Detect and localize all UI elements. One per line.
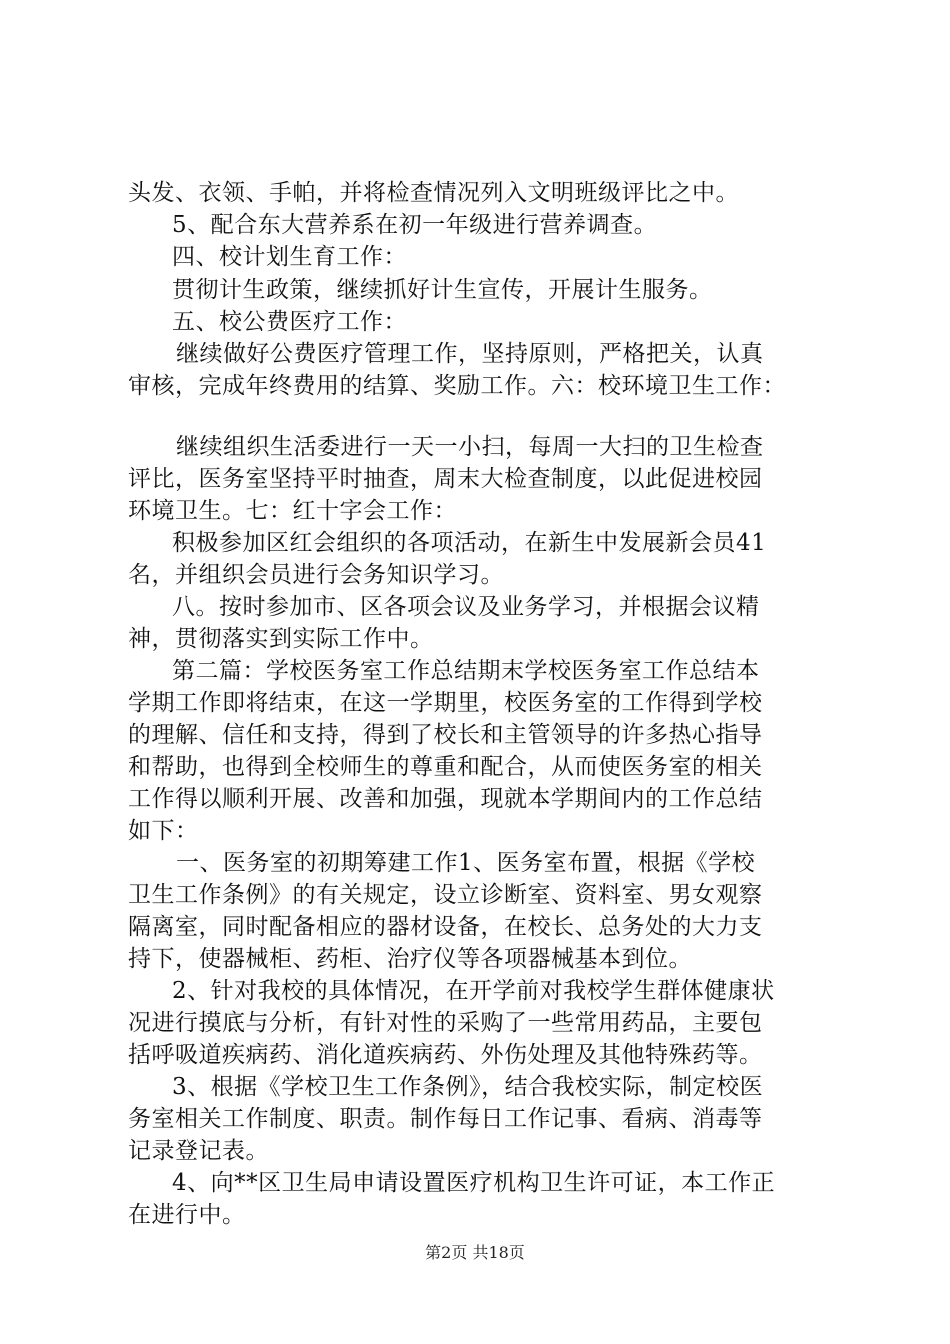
text-line: 况进行摸底与分析，有针对性的采购了一些常用药品，主要包 <box>128 1010 763 1036</box>
text-line: 记录登记表。 <box>128 1138 269 1164</box>
text-line: 头发、衣领、手帕，并将检查情况列入文明班级评比之中。 <box>128 180 739 206</box>
text-line: 环境卫生。七：红十字会工作： <box>128 498 457 524</box>
text-line: 一、医务室的初期筹建工作1、医务室布置，根据《学校 <box>176 850 756 876</box>
text-line: 括呼吸道疾病药、消化道疾病药、外伤处理及其他特殊药等。 <box>128 1042 763 1068</box>
text-line: 持下，使器械柜、药柜、治疗仪等各项器械基本到位。 <box>128 946 692 972</box>
text-line: 工作得以顺利开展、改善和加强，现就本学期间内的工作总结 <box>128 786 763 812</box>
text-line: 2、针对我校的具体情况，在开学前对我校学生群体健康状 <box>172 978 775 1004</box>
text-line: 的理解、信任和支持，得到了校长和主管领导的许多热心指导 <box>128 722 763 748</box>
text-line: 在进行中。 <box>128 1202 246 1228</box>
text-line: 贯彻计生政策，继续抓好计生宣传，开展计生服务。 <box>172 277 713 303</box>
text-line: 隔离室，同时配备相应的器材设备，在校长、总务处的大力支 <box>128 914 763 940</box>
text-line: 3、根据《学校卫生工作条例》，结合我校实际，制定校医 <box>172 1074 764 1100</box>
text-line: 务室相关工作制度、职责。制作每日工作记事、看病、消毒等 <box>128 1106 763 1132</box>
text-line: 继续做好公费医疗管理工作，坚持原则，严格把关，认真 <box>176 341 764 367</box>
text-line: 如下： <box>128 818 199 844</box>
text-line: 继续组织生活委进行一天一小扫，每周一大扫的卫生检查 <box>176 434 764 460</box>
text-line: 神，贯彻落实到实际工作中。 <box>128 626 434 652</box>
text-line: 名，并组织会员进行会务知识学习。 <box>128 562 504 588</box>
text-line: 第二篇：学校医务室工作总结期末学校医务室工作总结本 <box>172 658 760 684</box>
text-line: 5、配合东大营养系在初一年级进行营养调查。 <box>172 212 658 238</box>
text-line: 卫生工作条例》的有关规定，设立诊断室、资料室、男女观察 <box>128 882 763 908</box>
text-line: 八。按时参加市、区各项会议及业务学习，并根据会议精 <box>172 594 760 620</box>
text-line: 评比，医务室坚持平时抽查，周末大检查制度，以此促进校园 <box>128 466 763 492</box>
text-line: 五、校公费医疗工作： <box>172 309 407 335</box>
page-number-footer: 第2页 共18页 <box>425 1243 525 1262</box>
text-line: 四、校计划生育工作： <box>172 244 407 270</box>
text-line: 学期工作即将结束，在这一学期里，校医务室的工作得到学校 <box>128 690 763 716</box>
text-line: 审核，完成年终费用的结算、奖励工作。六：校环境卫生工作： <box>128 373 786 399</box>
text-line: 4、向**区卫生局申请设置医疗机构卫生许可证，本工作正 <box>172 1170 776 1196</box>
text-line: 积极参加区红会组织的各项活动，在新生中发展新会员41 <box>172 530 767 556</box>
text-line: 和帮助，也得到全校师生的尊重和配合，从而使医务室的相关 <box>128 754 763 780</box>
